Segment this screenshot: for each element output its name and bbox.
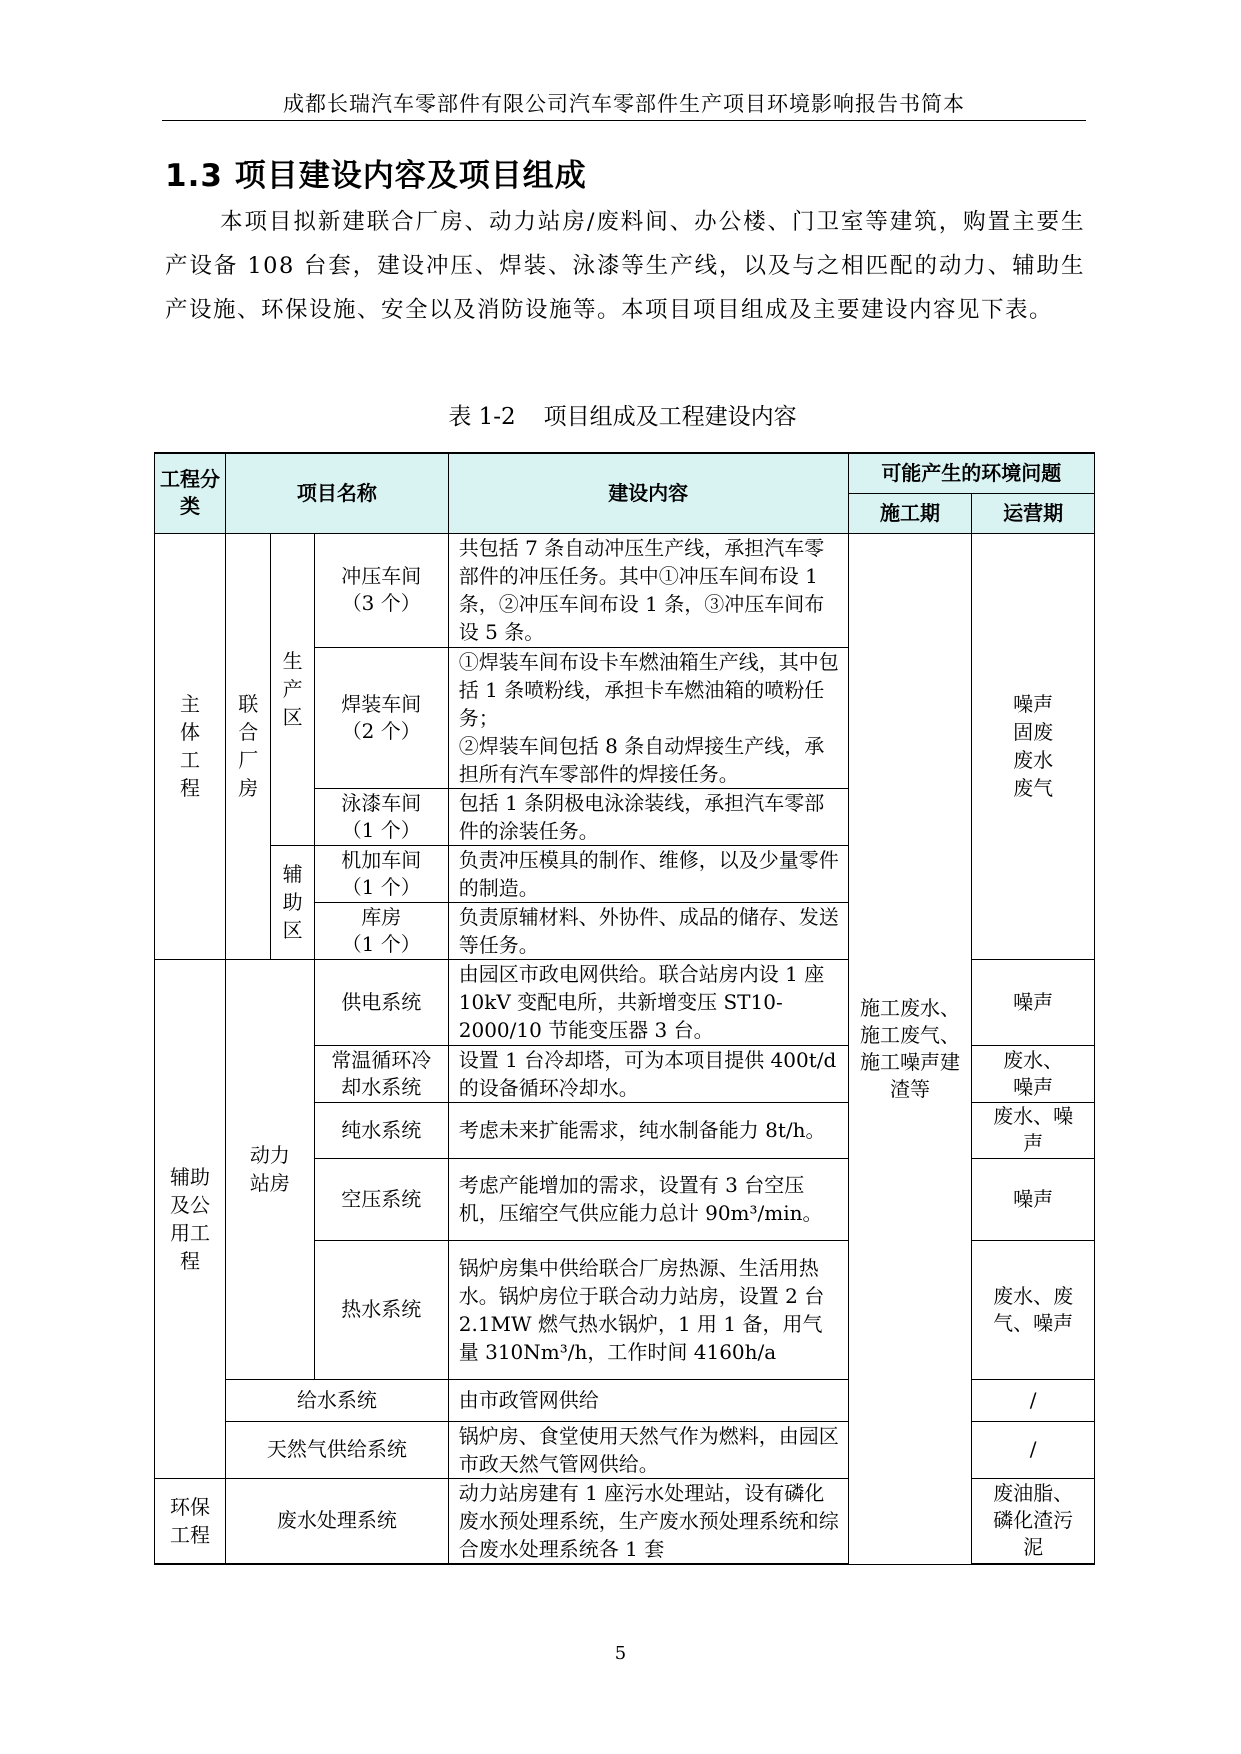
row-content: ①焊装车间布设卡车燃油箱生产线，其中包括 1 条喷粉线，承担卡车燃油箱的喷粉任务； ②焊装车间包括 8 条自动焊接生产线，承担所有汽车零部件的焊接任务。	[448, 647, 848, 788]
project-composition-table	[154, 452, 1095, 1565]
row-name: 供电系统	[314, 959, 448, 1045]
row-operation: 废油脂、磷化渣污泥	[972, 1478, 1095, 1564]
row-content: 负责原辅材料、外协件、成品的储存、发送等任务。	[448, 902, 848, 959]
row-operation: /	[972, 1421, 1095, 1478]
row-content: 共包括 7 条自动冲压生产线，承担汽车零部件的冲压任务。其中①冲压车间布设 1 条，②冲压车间布设 1 条，③冲压车间布设 5 条。	[448, 533, 848, 647]
header-impact: 可能产生的环境问题	[848, 453, 1094, 493]
row-name: 冲压车间 （3 个）	[314, 533, 448, 647]
row-content: 动力站房建有 1 座污水处理站，设有磷化废水预处理系统，生产废水预处理系统和综合废水处理系统各 1 套	[448, 1478, 848, 1564]
group-env: 环保工程	[155, 1478, 226, 1564]
row-content: 设置 1 台冷却塔，可为本项目提供 400t/d 的设备循环冷却水。	[448, 1045, 848, 1102]
header-operation: 运营期	[972, 493, 1095, 533]
section-title: 1.3 项目建设内容及项目组成	[165, 158, 587, 194]
page-number: 5	[614, 1643, 627, 1664]
group-auxiliary-area: 辅助区	[271, 845, 314, 959]
row-name: 焊装车间 （2 个）	[314, 647, 448, 788]
group-power-station: 动力站房	[226, 959, 315, 1379]
header-content: 建设内容	[448, 453, 848, 533]
row-operation: 废水、噪声	[972, 1045, 1095, 1102]
row-name: 给水系统	[226, 1379, 449, 1421]
row-name: 废水处理系统	[226, 1478, 449, 1564]
row-operation: 废水、废气、噪声	[972, 1240, 1095, 1379]
table-caption	[160, 398, 1085, 431]
intro-paragraph: 本项目拟新建联合厂房、动力站房/废料间、办公楼、门卫室等建筑，购置主要生产设备 108 台套，建设冲压、焊装、泳漆等生产线，以及与之相匹配的动力、辅助生产设施、环保设施、安全以及消防设施等。本项目项目组成及主要建设内容见下表。	[165, 209, 1085, 323]
construction-impacts: 施工废水、施工废气、施工噪声建渣等	[848, 533, 972, 1564]
running-header: 成都长瑞汽车零部件有限公司汽车零部件生产项目环境影响报告书简本	[283, 92, 965, 116]
row-name: 空压系统	[314, 1158, 448, 1240]
row-name: 热水系统	[314, 1240, 448, 1379]
row-operation: 废水、噪声	[972, 1102, 1095, 1158]
row-operation: 噪声	[972, 959, 1095, 1045]
row-content: 考虑产能增加的需求，设置有 3 台空压机，压缩空气供应能力总计 90m³/min。	[448, 1158, 848, 1240]
header-category: 工程分类	[155, 453, 226, 533]
header-name: 项目名称	[226, 453, 449, 533]
table-number: 表 1-2	[448, 404, 516, 430]
row-operation: 噪声	[972, 1158, 1095, 1240]
row-content: 锅炉房、食堂使用天然气作为燃料，由园区市政天然气管网供给。	[448, 1421, 848, 1478]
row-content: 由市政管网供给	[448, 1379, 848, 1421]
header-construction: 施工期	[848, 493, 972, 533]
row-content: 锅炉房集中供给联合厂房热源、生活用热水。锅炉房位于联合动力站房，设置 2 台 2.1MW 燃气热水锅炉，1 用 1 备，用气量 310Nm³/h，工作时间 4160h/a	[448, 1240, 848, 1379]
row-content: 由园区市政电网供给。联合站房内设 1 座 10kV 变配电所，共新增变压 ST10-2000/10 节能变压器 3 台。	[448, 959, 848, 1045]
row-name: 泳漆车间 （1 个）	[314, 788, 448, 845]
table-title: 项目组成及工程建设内容	[543, 404, 797, 430]
row-name: 机加车间 （1 个）	[314, 845, 448, 902]
row-name: 常温循环冷却水系统	[314, 1045, 448, 1102]
group-combined-plant: 联合厂房	[226, 533, 271, 959]
row-content: 负责冲压模具的制作、维修，以及少量零件的制造。	[448, 845, 848, 902]
row-name: 库房 （1 个）	[314, 902, 448, 959]
group-main: 主体工程	[155, 533, 226, 959]
row-operation: /	[972, 1379, 1095, 1421]
group-aux-public: 辅助及公用工程	[155, 959, 226, 1478]
row-content: 包括 1 条阴极电泳涂装线，承担汽车零部件的涂装任务。	[448, 788, 848, 845]
header-rule	[162, 120, 1086, 121]
row-name: 纯水系统	[314, 1102, 448, 1158]
row-content: 考虑未来扩能需求，纯水制备能力 8t/h。	[448, 1102, 848, 1158]
row-name: 天然气供给系统	[226, 1421, 449, 1478]
main-operation-impacts: 噪声 固废 废水 废气	[972, 533, 1095, 959]
group-production-area: 生产区	[271, 533, 314, 845]
